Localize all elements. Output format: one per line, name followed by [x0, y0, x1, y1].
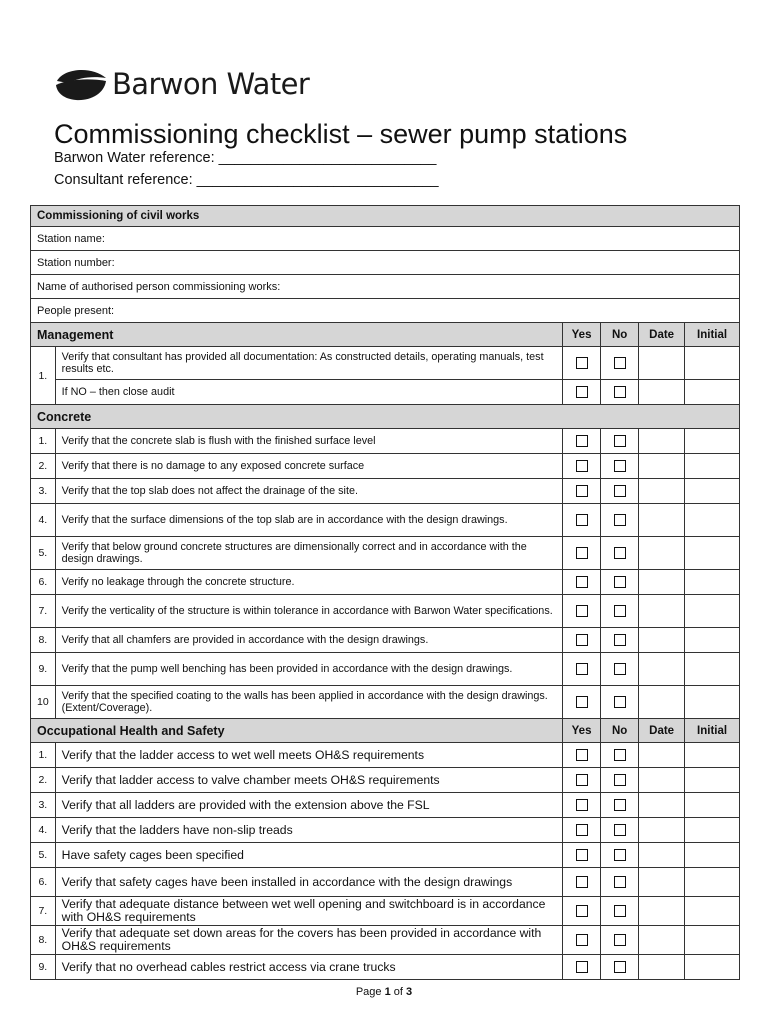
initial-column-header: Initial [685, 719, 740, 743]
yes-column-header: Yes [563, 719, 601, 743]
item-number: 7. [31, 897, 56, 926]
barwon-water-reference: Barwon Water reference: ___________________________ [54, 150, 437, 166]
initial-cell[interactable] [685, 380, 740, 405]
date-cell[interactable] [639, 504, 685, 537]
item-text: Verify that there is no damage to any exposed concrete surface [55, 454, 562, 479]
no-checkbox[interactable] [614, 576, 626, 588]
no-checkbox[interactable] [614, 386, 626, 398]
yes-checkbox[interactable] [576, 386, 588, 398]
item-number: 2. [31, 768, 56, 793]
no-checkbox[interactable] [614, 547, 626, 559]
date-cell[interactable] [639, 955, 685, 980]
initial-cell[interactable] [685, 743, 740, 768]
yes-checkbox[interactable] [576, 435, 588, 447]
item-number: 5. [31, 537, 56, 570]
table-row [31, 595, 740, 628]
item-text: Verify no leakage through the concrete structure. [55, 570, 562, 595]
initial-cell[interactable] [685, 595, 740, 628]
table-row [31, 793, 740, 818]
item-number: 1. [31, 429, 56, 454]
item-text: Verify that the ladder access to wet well meets OH&S requirements [55, 743, 562, 768]
initial-cell[interactable] [685, 926, 740, 955]
no-checkbox[interactable] [614, 514, 626, 526]
yes-checkbox[interactable] [576, 774, 588, 786]
table-row [31, 504, 740, 537]
ohs-heading: Occupational Health and Safety [31, 719, 563, 743]
table-row [31, 653, 740, 686]
item-text: Verify that the concrete slab is flush with the finished surface level [55, 429, 562, 454]
item-text: Verify that below ground concrete structures are dimensionally correct and in accordance with the design drawings. [55, 537, 562, 570]
date-cell[interactable] [639, 429, 685, 454]
station-number-field[interactable]: Station number: [31, 251, 740, 275]
yes-checkbox[interactable] [576, 696, 588, 708]
item-text: Verify that no overhead cables restrict access via crane trucks [55, 955, 562, 980]
initial-cell[interactable] [685, 653, 740, 686]
yes-checkbox[interactable] [576, 934, 588, 946]
item-text: Verify that the specified coating to the walls has been applied in accordance with the design drawings. (Extent/Coverage). [55, 686, 562, 719]
page-of-label: of [393, 986, 403, 998]
no-checkbox[interactable] [614, 934, 626, 946]
item-text: Verify that the top slab does not affect the drainage of the site. [55, 479, 562, 504]
initial-cell[interactable] [685, 537, 740, 570]
item-number: 5. [31, 843, 56, 868]
water-drop-leaf-icon [54, 66, 108, 102]
no-checkbox[interactable] [614, 799, 626, 811]
yes-checkbox[interactable] [576, 605, 588, 617]
item-number: 4. [31, 504, 56, 537]
page-footer [0, 986, 768, 998]
total-pages: 3 [406, 986, 413, 998]
yes-checkbox[interactable] [576, 663, 588, 675]
date-cell[interactable] [639, 653, 685, 686]
initial-cell[interactable] [685, 628, 740, 653]
initial-cell[interactable] [685, 504, 740, 537]
table-row [31, 768, 740, 793]
yes-checkbox[interactable] [576, 824, 588, 836]
date-cell[interactable] [639, 743, 685, 768]
no-checkbox[interactable] [614, 663, 626, 675]
yes-checkbox[interactable] [576, 876, 588, 888]
item-number: 4. [31, 818, 56, 843]
page-label: Page [355, 986, 382, 998]
document-title: Commissioning checklist – sewer pump stations [54, 119, 628, 149]
barwon-water-logo [54, 66, 309, 102]
date-column-header: Date [639, 719, 685, 743]
table-row [31, 570, 740, 595]
initial-cell[interactable] [685, 818, 740, 843]
authorised-person-field[interactable]: Name of authorised person commissioning works: [31, 275, 740, 299]
table-row [31, 843, 740, 868]
initial-cell[interactable] [685, 793, 740, 818]
date-cell[interactable] [639, 686, 685, 719]
yes-checkbox[interactable] [576, 799, 588, 811]
current-page: 1 [384, 986, 391, 998]
people-present-field[interactable]: People present: [31, 299, 740, 323]
date-cell[interactable] [639, 595, 685, 628]
no-checkbox[interactable] [614, 696, 626, 708]
no-checkbox[interactable] [614, 605, 626, 617]
date-cell[interactable] [639, 926, 685, 955]
initial-cell[interactable] [685, 429, 740, 454]
table-row [31, 926, 740, 955]
table-row [31, 868, 740, 897]
no-checkbox[interactable] [614, 460, 626, 472]
table-row [31, 537, 740, 570]
concrete-section [31, 405, 740, 719]
no-checkbox[interactable] [614, 749, 626, 761]
date-cell[interactable] [639, 479, 685, 504]
date-cell[interactable] [639, 347, 685, 380]
date-column-header: Date [639, 323, 685, 347]
no-column-header: No [601, 719, 639, 743]
date-cell[interactable] [639, 818, 685, 843]
management-section [31, 323, 740, 405]
yes-checkbox[interactable] [576, 460, 588, 472]
table-row [31, 429, 740, 454]
yes-checkbox[interactable] [576, 357, 588, 369]
initial-cell[interactable] [685, 768, 740, 793]
initial-cell[interactable] [685, 868, 740, 897]
no-checkbox[interactable] [614, 435, 626, 447]
item-number: 1. [31, 347, 56, 405]
no-checkbox[interactable] [614, 849, 626, 861]
initial-cell[interactable] [685, 843, 740, 868]
item-number: 6. [31, 570, 56, 595]
yes-checkbox[interactable] [576, 634, 588, 646]
item-text: Verify that consultant has provided all documentation: As constructed details, operating manuals, test results etc. [55, 347, 562, 380]
item-number: 8. [31, 926, 56, 955]
civil-works-section [31, 206, 740, 323]
item-text: Verify that ladder access to valve chamber meets OH&S requirements [55, 768, 562, 793]
table-row [31, 955, 740, 980]
initial-cell[interactable] [685, 479, 740, 504]
table-row [31, 628, 740, 653]
date-cell[interactable] [639, 380, 685, 405]
item-number: 10 [31, 686, 56, 719]
item-text: Verify the verticality of the structure is within tolerance in accordance with Barwon Water specifications. [55, 595, 562, 628]
management-heading: Management [31, 323, 563, 347]
date-cell[interactable] [639, 897, 685, 926]
item-number: 7. [31, 595, 56, 628]
yes-checkbox[interactable] [576, 576, 588, 588]
initial-cell[interactable] [685, 347, 740, 380]
consultant-reference: Consultant reference: ______________________________ [54, 172, 439, 188]
civil-works-heading: Commissioning of civil works [31, 206, 740, 227]
date-cell[interactable] [639, 628, 685, 653]
item-text: Verify that all ladders are provided with the extension above the FSL [55, 793, 562, 818]
item-number: 3. [31, 479, 56, 504]
item-text: Verify that adequate distance between wet well opening and switchboard is in accordance with OH&S requirements [55, 897, 562, 926]
item-number: 6. [31, 868, 56, 897]
no-checkbox[interactable] [614, 824, 626, 836]
initial-cell[interactable] [685, 955, 740, 980]
yes-checkbox[interactable] [576, 749, 588, 761]
no-checkbox[interactable] [614, 357, 626, 369]
no-checkbox[interactable] [614, 774, 626, 786]
no-checkbox[interactable] [614, 961, 626, 973]
table-row [31, 380, 740, 405]
no-checkbox[interactable] [614, 876, 626, 888]
date-cell[interactable] [639, 454, 685, 479]
table-row [31, 454, 740, 479]
initial-cell[interactable] [685, 686, 740, 719]
item-text: Verify that the ladders have non-slip treads [55, 818, 562, 843]
station-name-field[interactable]: Station name: [31, 227, 740, 251]
item-text: Verify that the pump well benching has been provided in accordance with the design drawings. [55, 653, 562, 686]
initial-cell[interactable] [685, 454, 740, 479]
yes-checkbox[interactable] [576, 849, 588, 861]
concrete-heading: Concrete [31, 405, 740, 429]
date-cell[interactable] [639, 537, 685, 570]
item-number: 3. [31, 793, 56, 818]
table-row [31, 347, 740, 380]
item-number: 8. [31, 628, 56, 653]
yes-checkbox[interactable] [576, 547, 588, 559]
table-row [31, 818, 740, 843]
date-cell[interactable] [639, 868, 685, 897]
no-checkbox[interactable] [614, 485, 626, 497]
no-checkbox[interactable] [614, 634, 626, 646]
item-text: Verify that the surface dimensions of the top slab are in accordance with the design drawings. [55, 504, 562, 537]
date-cell[interactable] [639, 843, 685, 868]
table-row [31, 897, 740, 926]
initial-column-header: Initial [685, 323, 740, 347]
no-column-header: No [601, 323, 639, 347]
initial-cell[interactable] [685, 897, 740, 926]
brand-name: Barwon Water [112, 67, 310, 101]
date-cell[interactable] [639, 768, 685, 793]
initial-cell[interactable] [685, 570, 740, 595]
item-text: Have safety cages been specified [55, 843, 562, 868]
item-number: 1. [31, 743, 56, 768]
item-number: 2. [31, 454, 56, 479]
no-checkbox[interactable] [614, 905, 626, 917]
item-text: If NO – then close audit [55, 380, 562, 405]
yes-checkbox[interactable] [576, 514, 588, 526]
item-text: Verify that safety cages have been installed in accordance with the design drawings [55, 868, 562, 897]
checklist-table [30, 205, 740, 980]
item-number: 9. [31, 955, 56, 980]
table-row [31, 479, 740, 504]
yes-checkbox[interactable] [576, 485, 588, 497]
yes-checkbox[interactable] [576, 905, 588, 917]
date-cell[interactable] [639, 570, 685, 595]
ohs-section [31, 719, 740, 980]
table-row [31, 686, 740, 719]
date-cell[interactable] [639, 793, 685, 818]
item-number: 9. [31, 653, 56, 686]
yes-checkbox[interactable] [576, 961, 588, 973]
table-row [31, 743, 740, 768]
yes-column-header: Yes [563, 323, 601, 347]
item-text: Verify that adequate set down areas for the covers has been provided in accordance with OH&S requirements [55, 926, 562, 955]
item-text: Verify that all chamfers are provided in accordance with the design drawings. [55, 628, 562, 653]
